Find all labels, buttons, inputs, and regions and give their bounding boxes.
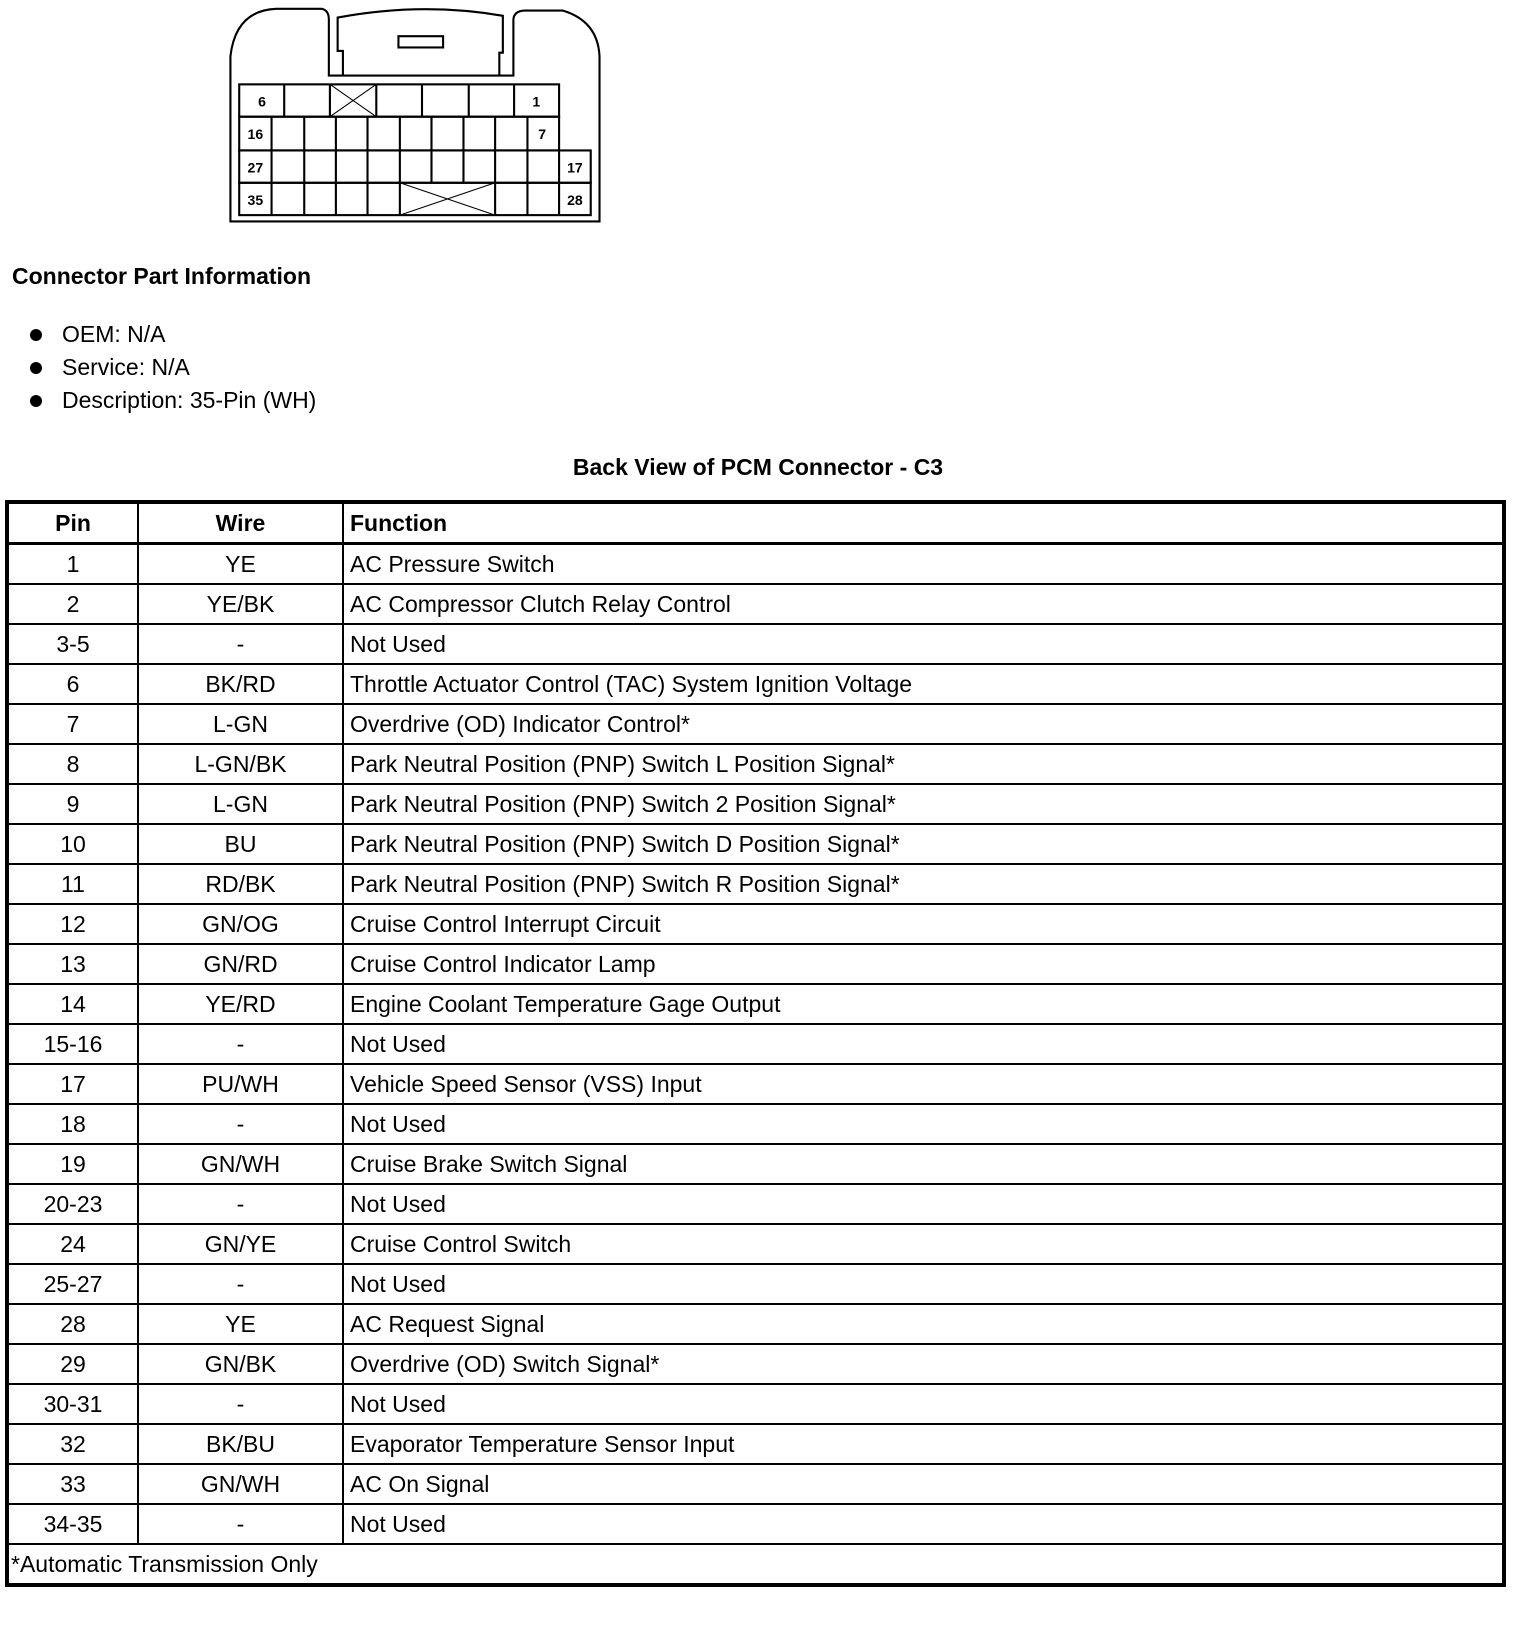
table-row bbox=[7, 624, 1504, 664]
table-row bbox=[7, 1104, 1504, 1144]
cell-pin: 3-5 bbox=[7, 624, 138, 664]
table-row bbox=[7, 664, 1504, 704]
cell-pin: 19 bbox=[7, 1144, 138, 1184]
latch-slot bbox=[398, 36, 443, 47]
cell-pin: 8 bbox=[7, 744, 138, 784]
cell-function: AC On Signal bbox=[343, 1464, 1504, 1504]
cell-wire: - bbox=[138, 1504, 343, 1544]
table-header-row bbox=[7, 502, 1504, 544]
cell-wire: - bbox=[138, 1384, 343, 1424]
cell-pin: 17 bbox=[7, 1064, 138, 1104]
cell-pin: 7 bbox=[7, 704, 138, 744]
cell-wire: YE/RD bbox=[138, 984, 343, 1024]
cell-pin: 11 bbox=[7, 864, 138, 904]
pin-label: 28 bbox=[567, 191, 583, 208]
cell-wire: L-GN bbox=[138, 704, 343, 744]
table-row bbox=[7, 824, 1504, 864]
table-row bbox=[7, 704, 1504, 744]
part-info-service bbox=[28, 351, 316, 384]
cell-function: Engine Coolant Temperature Gage Output bbox=[343, 984, 1504, 1024]
part-info-text: Service: N/A bbox=[62, 354, 190, 380]
cell-pin: 30-31 bbox=[7, 1384, 138, 1424]
connector-latch-tab bbox=[338, 9, 503, 75]
bullet-icon bbox=[30, 362, 42, 374]
cell-wire: - bbox=[138, 1024, 343, 1064]
connector-diagram bbox=[211, 0, 633, 232]
table-title: Back View of PCM Connector - C3 bbox=[572, 454, 944, 480]
cell-wire: - bbox=[138, 624, 343, 664]
cell-wire: BK/BU bbox=[138, 1424, 343, 1464]
cell-wire: - bbox=[138, 1264, 343, 1304]
cell-function: Not Used bbox=[343, 1504, 1504, 1544]
table-row bbox=[7, 584, 1504, 624]
cell-function: Evaporator Temperature Sensor Input bbox=[343, 1424, 1504, 1464]
pin-label: 27 bbox=[247, 159, 264, 176]
cell-wire: YE bbox=[138, 544, 343, 585]
cell-pin: 25-27 bbox=[7, 1264, 138, 1304]
cell-function: Not Used bbox=[343, 1024, 1504, 1064]
cell-pin: 34-35 bbox=[7, 1504, 138, 1544]
cell-function: Park Neutral Position (PNP) Switch R Position Signal* bbox=[343, 864, 1504, 904]
cell-wire: GN/RD bbox=[138, 944, 343, 984]
pin-label: 17 bbox=[567, 159, 583, 176]
cell-pin: 9 bbox=[7, 784, 138, 824]
table-row bbox=[7, 784, 1504, 824]
cell-wire: YE bbox=[138, 1304, 343, 1344]
table-row bbox=[7, 1144, 1504, 1184]
cell-pin: 32 bbox=[7, 1424, 138, 1464]
part-info-heading: Connector Part Information bbox=[12, 263, 312, 289]
cell-function: Park Neutral Position (PNP) Switch D Position Signal* bbox=[343, 824, 1504, 864]
cell-pin: 12 bbox=[7, 904, 138, 944]
table-row bbox=[7, 1024, 1504, 1064]
cell-wire: YE/BK bbox=[138, 584, 343, 624]
part-info-text: OEM: N/A bbox=[62, 321, 166, 347]
table-row bbox=[7, 1064, 1504, 1104]
cell-wire: GN/WH bbox=[138, 1464, 343, 1504]
footnote-row bbox=[7, 1544, 1504, 1585]
table-row bbox=[7, 904, 1504, 944]
cell-pin: 28 bbox=[7, 1304, 138, 1344]
table-row bbox=[7, 1504, 1504, 1544]
table-row bbox=[7, 1304, 1504, 1344]
cell-function: Cruise Brake Switch Signal bbox=[343, 1144, 1504, 1184]
cell-wire: GN/BK bbox=[138, 1344, 343, 1384]
cell-wire: L-GN bbox=[138, 784, 343, 824]
table-row bbox=[7, 744, 1504, 784]
footnote: *Automatic Transmission Only bbox=[7, 1544, 1504, 1585]
table-row bbox=[7, 864, 1504, 904]
part-info-text: Description: 35-Pin (WH) bbox=[62, 387, 317, 413]
cell-function: Park Neutral Position (PNP) Switch 2 Position Signal* bbox=[343, 784, 1504, 824]
cell-wire: - bbox=[138, 1184, 343, 1224]
cell-pin: 13 bbox=[7, 944, 138, 984]
cell-pin: 14 bbox=[7, 984, 138, 1024]
table-row bbox=[7, 1224, 1504, 1264]
cell-wire: GN/WH bbox=[138, 1144, 343, 1184]
part-info-oem bbox=[28, 318, 316, 351]
cell-function: Cruise Control Interrupt Circuit bbox=[343, 904, 1504, 944]
bullet-icon bbox=[30, 395, 42, 407]
cell-wire: - bbox=[138, 1104, 343, 1144]
table-row bbox=[7, 1464, 1504, 1504]
cell-function: Park Neutral Position (PNP) Switch L Position Signal* bbox=[343, 744, 1504, 784]
cell-function: AC Compressor Clutch Relay Control bbox=[343, 584, 1504, 624]
cell-function: Not Used bbox=[343, 1104, 1504, 1144]
header-pin: Pin bbox=[7, 502, 138, 544]
cell-pin: 10 bbox=[7, 824, 138, 864]
cell-pin: 18 bbox=[7, 1104, 138, 1144]
cell-function: Overdrive (OD) Switch Signal* bbox=[343, 1344, 1504, 1384]
cell-function: Cruise Control Indicator Lamp bbox=[343, 944, 1504, 984]
pin-label: 6 bbox=[258, 93, 266, 110]
table-row bbox=[7, 544, 1504, 585]
cell-wire: RD/BK bbox=[138, 864, 343, 904]
table-row bbox=[7, 1184, 1504, 1224]
cell-function: Overdrive (OD) Indicator Control* bbox=[343, 704, 1504, 744]
cell-pin: 1 bbox=[7, 544, 138, 585]
part-info-description bbox=[28, 384, 316, 417]
bullet-icon bbox=[30, 329, 42, 341]
cell-pin: 6 bbox=[7, 664, 138, 704]
table-row bbox=[7, 984, 1504, 1024]
pin-label: 7 bbox=[538, 126, 547, 143]
table-row bbox=[7, 1344, 1504, 1384]
cell-wire: GN/YE bbox=[138, 1224, 343, 1264]
cell-pin: 24 bbox=[7, 1224, 138, 1264]
table-row bbox=[7, 944, 1504, 984]
cell-function: Vehicle Speed Sensor (VSS) Input bbox=[343, 1064, 1504, 1104]
cell-wire: BU bbox=[138, 824, 343, 864]
table-row bbox=[7, 1264, 1504, 1304]
cell-pin: 29 bbox=[7, 1344, 138, 1384]
pin-label: 1 bbox=[532, 93, 541, 110]
cell-function: Not Used bbox=[343, 1384, 1504, 1424]
cell-pin: 2 bbox=[7, 584, 138, 624]
cell-function: Throttle Actuator Control (TAC) System Ignition Voltage bbox=[343, 664, 1504, 704]
cell-wire: GN/OG bbox=[138, 904, 343, 944]
cell-function: Cruise Control Switch bbox=[343, 1224, 1504, 1264]
pin-label: 16 bbox=[247, 126, 264, 143]
cell-function: Not Used bbox=[343, 624, 1504, 664]
cell-pin: 20-23 bbox=[7, 1184, 138, 1224]
cell-wire: PU/WH bbox=[138, 1064, 343, 1104]
cell-wire: BK/RD bbox=[138, 664, 343, 704]
table-row bbox=[7, 1384, 1504, 1424]
cell-function: Not Used bbox=[343, 1184, 1504, 1224]
cell-pin: 15-16 bbox=[7, 1024, 138, 1064]
cell-pin: 33 bbox=[7, 1464, 138, 1504]
cell-wire: L-GN/BK bbox=[138, 744, 343, 784]
pin-label: 35 bbox=[247, 191, 264, 208]
pinout-table bbox=[5, 500, 1506, 1587]
cell-function: Not Used bbox=[343, 1264, 1504, 1304]
connector-housing-outline bbox=[230, 9, 599, 222]
header-function: Function bbox=[343, 502, 1504, 544]
cell-function: AC Request Signal bbox=[343, 1304, 1504, 1344]
header-wire: Wire bbox=[138, 502, 343, 544]
part-info-list bbox=[28, 318, 316, 417]
table-row bbox=[7, 1424, 1504, 1464]
cell-function: AC Pressure Switch bbox=[343, 544, 1504, 585]
